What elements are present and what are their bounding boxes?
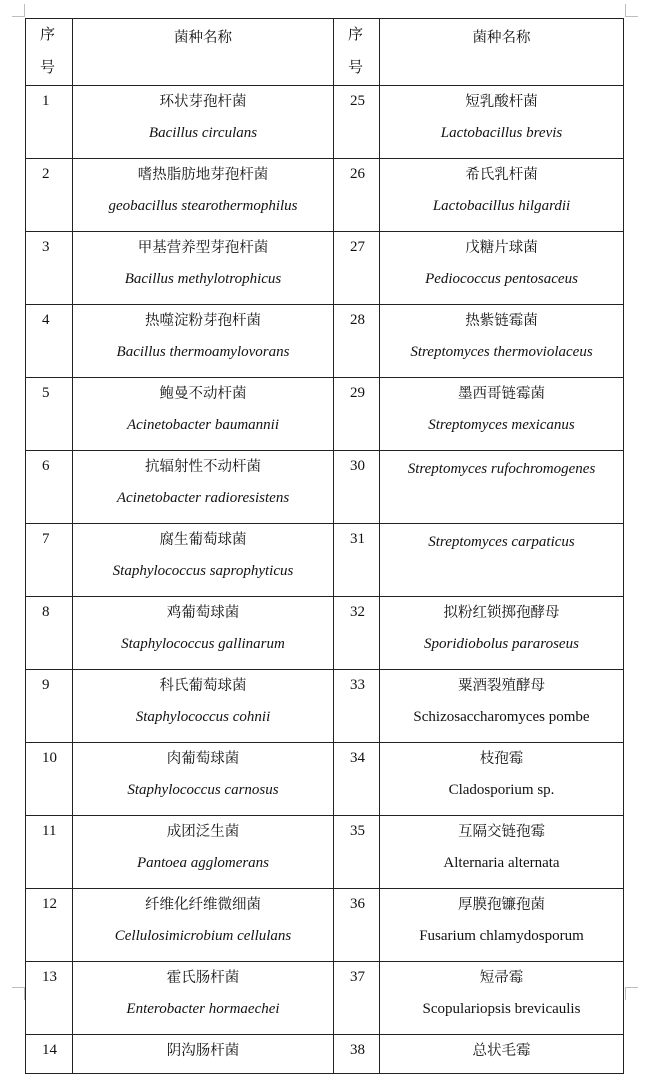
- species-number: 37: [334, 962, 380, 1035]
- species-latin-name: Cladosporium sp.: [448, 782, 555, 798]
- species-number: 4: [26, 305, 73, 378]
- species-number: 11: [26, 816, 73, 889]
- species-name-cell: [73, 451, 334, 524]
- header-name-label: 菌种名称: [472, 30, 531, 46]
- species-name-cell: [73, 889, 334, 962]
- species-name-cell: [380, 816, 624, 889]
- species-latin-name: geobacillus stearothermophilus: [108, 198, 298, 214]
- header-name-cell: [73, 19, 334, 86]
- species-latin-name: Streptomyces carpaticus: [428, 534, 575, 550]
- species-number: 34: [334, 743, 380, 816]
- header-number-cell: [334, 19, 380, 86]
- species-latin-name: Alternaria alternata: [443, 855, 560, 871]
- species-number: 1: [26, 86, 73, 159]
- species-chinese-name: 短帚霉: [479, 970, 524, 986]
- species-number: 7: [26, 524, 73, 597]
- species-name-cell: [380, 962, 624, 1035]
- species-number: 27: [334, 232, 380, 305]
- species-number: 29: [334, 378, 380, 451]
- table-row: [26, 743, 624, 816]
- species-chinese-name: 抗辐射性不动杆菌: [145, 459, 261, 475]
- species-name-cell: [380, 670, 624, 743]
- species-name-cell: [380, 597, 624, 670]
- species-name-cell: [73, 232, 334, 305]
- species-latin-name: Cellulosimicrobium cellulans: [114, 928, 292, 944]
- species-chinese-name: 阴沟肠杆菌: [166, 1043, 240, 1059]
- species-chinese-name: 粟酒裂殖酵母: [458, 678, 545, 694]
- species-number: 12: [26, 889, 73, 962]
- species-chinese-name: 腐生葡萄球菌: [159, 532, 247, 548]
- species-name-cell: [380, 743, 624, 816]
- species-name-cell: [380, 159, 624, 232]
- table-row: [26, 232, 624, 305]
- species-number: 32: [334, 597, 380, 670]
- species-chinese-name: 热噬淀粉芽孢杆菌: [145, 313, 261, 329]
- species-name-cell: [380, 451, 624, 524]
- table-row: [26, 378, 624, 451]
- species-name-cell: [380, 889, 624, 962]
- species-name-cell: [73, 670, 334, 743]
- species-latin-name: Bacillus circulans: [148, 125, 258, 141]
- table-row: [26, 597, 624, 670]
- species-chinese-name: 墨西哥链霉菌: [458, 386, 545, 402]
- header-number-label: 号: [348, 60, 364, 76]
- species-number: 14: [26, 1035, 73, 1074]
- species-chinese-name: 鲍曼不动杆菌: [159, 386, 247, 402]
- species-latin-name: Pediococcus pentosaceus: [425, 271, 578, 287]
- species-latin-name: Acinetobacter radioresistens: [116, 490, 290, 506]
- header-number-label: 号: [40, 60, 56, 76]
- page-corner-mark: [12, 4, 25, 17]
- species-table: [25, 18, 624, 1074]
- species-chinese-name: 厚膜孢镰孢菌: [458, 897, 545, 913]
- species-name-cell: [380, 232, 624, 305]
- table-row: [26, 962, 624, 1035]
- species-chinese-name: 互隔交链孢霉: [458, 824, 545, 840]
- species-name-cell: [73, 597, 334, 670]
- species-number: 26: [334, 159, 380, 232]
- species-name-cell: [73, 86, 334, 159]
- species-name-cell: [380, 86, 624, 159]
- table-row: [26, 524, 624, 597]
- species-latin-name: Acinetobacter baumannii: [126, 417, 280, 433]
- table-header-row: [26, 19, 624, 86]
- species-number: 13: [26, 962, 73, 1035]
- species-latin-name: Scopulariopsis brevicaulis: [422, 1001, 581, 1017]
- species-number: 38: [334, 1035, 380, 1074]
- species-latin-name: Schizosaccharomyces pombe: [413, 709, 590, 725]
- header-name-label: 菌种名称: [174, 30, 232, 46]
- species-name-cell: [73, 816, 334, 889]
- table-row: [26, 889, 624, 962]
- species-number: 36: [334, 889, 380, 962]
- species-latin-name: Streptomyces thermoviolaceus: [410, 344, 593, 360]
- species-number: 9: [26, 670, 73, 743]
- page-corner-mark: [625, 987, 638, 1000]
- page-corner-mark: [12, 987, 25, 1000]
- species-name-cell: [380, 378, 624, 451]
- species-latin-name: Sporidiobolus pararoseus: [424, 636, 579, 652]
- species-latin-name: Streptomyces mexicanus: [428, 417, 575, 433]
- species-latin-name: Staphylococcus saprophyticus: [112, 563, 294, 579]
- header-number-label: 序: [40, 27, 56, 43]
- species-chinese-name: 环状芽孢杆菌: [159, 94, 247, 110]
- species-chinese-name: 嗜热脂肪地芽孢杆菌: [137, 167, 269, 183]
- species-chinese-name: 纤维化纤维微细菌: [145, 897, 261, 913]
- table-row: [26, 451, 624, 524]
- species-name-cell: [73, 743, 334, 816]
- species-number: 28: [334, 305, 380, 378]
- species-chinese-name: 鸡葡萄球菌: [166, 605, 240, 621]
- species-name-cell: [73, 1035, 334, 1074]
- species-chinese-name: 枝孢霉: [479, 751, 524, 767]
- species-number: 31: [334, 524, 380, 597]
- species-number: 5: [26, 378, 73, 451]
- species-name-cell: [73, 378, 334, 451]
- species-latin-name: Streptomyces rufochromogenes: [407, 461, 596, 477]
- species-chinese-name: 总状毛霉: [472, 1043, 531, 1059]
- species-name-cell: [73, 524, 334, 597]
- species-chinese-name: 戊糖片球菌: [465, 240, 538, 256]
- species-chinese-name: 科氏葡萄球菌: [159, 678, 247, 694]
- species-name-cell: [73, 962, 334, 1035]
- species-number: 6: [26, 451, 73, 524]
- species-number: 30: [334, 451, 380, 524]
- species-latin-name: Bacillus thermoamylovorans: [116, 344, 290, 360]
- species-name-cell: [73, 305, 334, 378]
- species-name-cell: [380, 524, 624, 597]
- species-chinese-name: 霍氏肠杆菌: [166, 970, 240, 986]
- species-latin-name: Enterobacter hormaechei: [126, 1001, 280, 1017]
- table-row: [26, 305, 624, 378]
- species-latin-name: Staphylococcus carnosus: [127, 782, 279, 798]
- page-corner-mark: [625, 4, 638, 17]
- species-number: 33: [334, 670, 380, 743]
- table-row: [26, 86, 624, 159]
- species-chinese-name: 成团泛生菌: [166, 824, 240, 840]
- header-number-label: 序: [348, 27, 364, 43]
- species-chinese-name: 甲基营养型芽孢杆菌: [137, 240, 269, 256]
- species-latin-name: Bacillus methylotrophicus: [124, 271, 282, 287]
- header-number-cell: [26, 19, 73, 86]
- table-row: [26, 1035, 624, 1074]
- header-name-cell: [380, 19, 624, 86]
- species-chinese-name: 拟粉红锁掷孢酵母: [443, 605, 560, 621]
- species-name-cell: [380, 305, 624, 378]
- species-latin-name: Staphylococcus cohnii: [135, 709, 271, 725]
- species-number: 25: [334, 86, 380, 159]
- species-latin-name: Fusarium chlamydosporum: [419, 928, 584, 944]
- species-number: 10: [26, 743, 73, 816]
- species-latin-name: Staphylococcus gallinarum: [121, 636, 285, 652]
- table-row: [26, 159, 624, 232]
- species-chinese-name: 短乳酸杆菌: [465, 94, 538, 110]
- table-row: [26, 670, 624, 743]
- species-name-cell: [73, 159, 334, 232]
- species-chinese-name: 希氏乳杆菌: [465, 167, 538, 183]
- species-chinese-name: 热紫链霉菌: [465, 313, 538, 329]
- species-number: 35: [334, 816, 380, 889]
- species-number: 3: [26, 232, 73, 305]
- species-latin-name: Lactobacillus brevis: [440, 125, 563, 141]
- table-row: [26, 816, 624, 889]
- species-name-cell: [380, 1035, 624, 1074]
- species-number: 2: [26, 159, 73, 232]
- species-latin-name: Lactobacillus hilgardii: [432, 198, 571, 214]
- species-number: 8: [26, 597, 73, 670]
- species-latin-name: Pantoea agglomerans: [136, 855, 270, 871]
- species-chinese-name: 肉葡萄球菌: [166, 751, 240, 767]
